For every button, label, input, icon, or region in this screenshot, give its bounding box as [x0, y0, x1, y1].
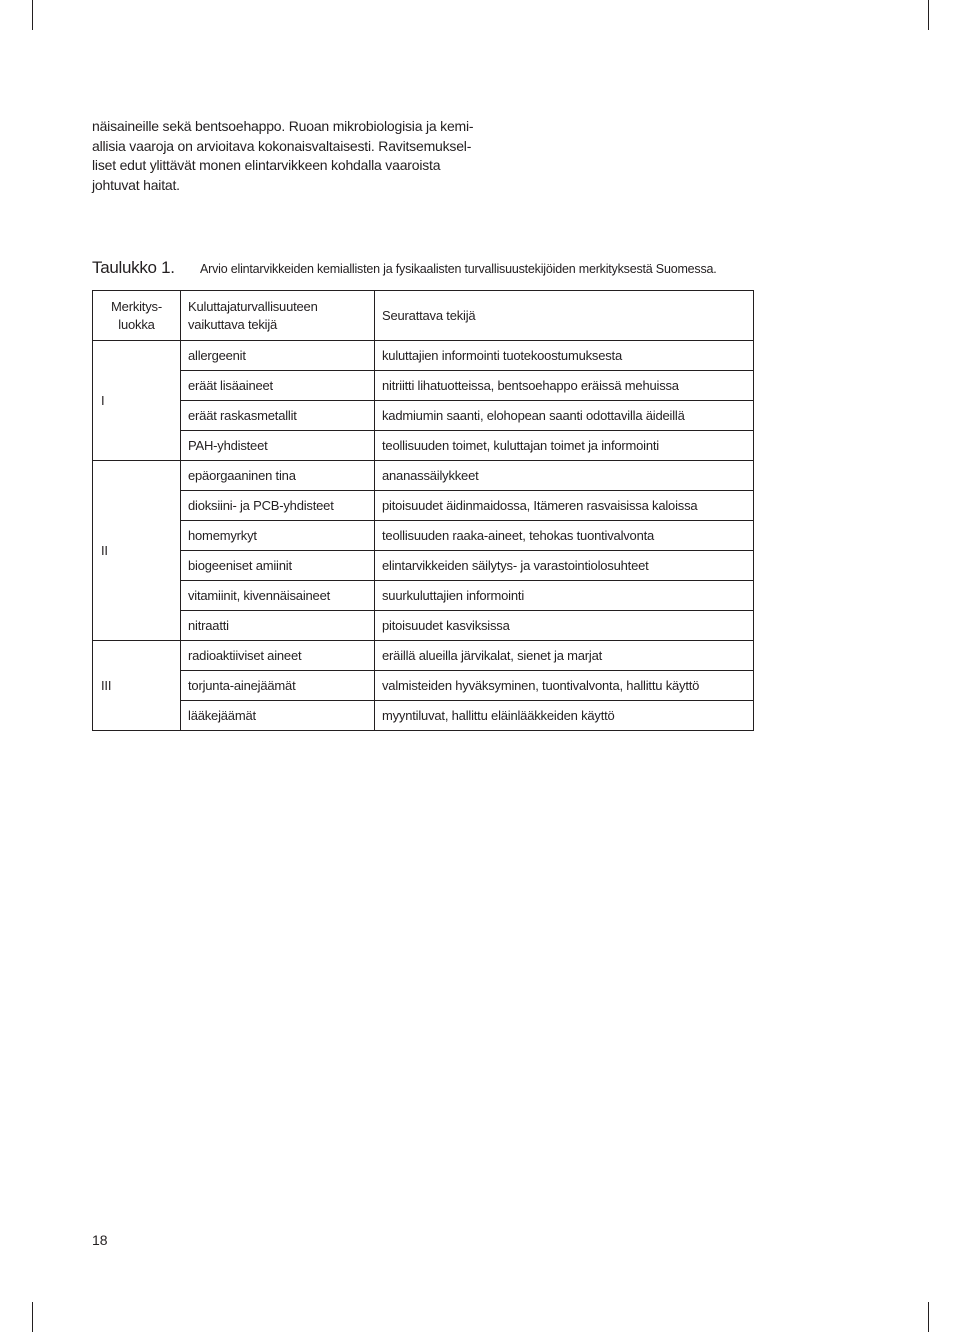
follow-cell: elintarvikkeiden säilytys- ja varastointiolosuhteet — [375, 551, 754, 581]
header-follow: Seurattava tekijä — [375, 291, 754, 341]
follow-cell: eräillä alueilla järvikalat, sienet ja marjat — [375, 641, 754, 671]
table-row — [93, 341, 754, 371]
crop-mark — [928, 0, 929, 30]
table-row — [93, 641, 754, 671]
intro-line: allisia vaaroja on arvioitava kokonaisvaltaisesti. Ravitsemuksel- — [92, 137, 472, 154]
factor-cell: torjunta-ainejäämät — [181, 671, 375, 701]
crop-mark — [32, 1302, 33, 1332]
factor-cell: biogeeniset amiinit — [181, 551, 375, 581]
follow-cell: pitoisuudet kasviksissa — [375, 611, 754, 641]
class-cell: III — [93, 641, 181, 731]
class-cell: II — [93, 461, 181, 641]
factor-cell: lääkejäämät — [181, 701, 375, 731]
follow-cell: valmisteiden hyväksyminen, tuontivalvonta, hallittu käyttö — [375, 671, 754, 701]
table-caption-text: Arvio elintarvikkeiden kemiallisten ja fysikaalisten turvallisuustekijöiden merkityksestä Suomessa. — [200, 262, 717, 276]
follow-cell: pitoisuudet äidinmaidossa, Itämeren rasvaisissa kaloissa — [375, 491, 754, 521]
follow-cell: nitriitti lihatuotteissa, bentsoehappo eräissä mehuissa — [375, 371, 754, 401]
follow-cell: kuluttajien informointi tuotekoostumuksesta — [375, 341, 754, 371]
header-factor: Kuluttajaturvallisuuteen vaikuttava tekijä — [181, 291, 375, 341]
table-row — [93, 671, 754, 701]
safety-factors-table — [92, 290, 754, 731]
header-class: Merkitys- luokka — [93, 291, 181, 341]
table-row — [93, 521, 754, 551]
table-caption-number: Taulukko 1. — [92, 258, 175, 277]
factor-cell: homemyrkyt — [181, 521, 375, 551]
factor-cell: eräät raskasmetallit — [181, 401, 375, 431]
table-row — [93, 701, 754, 731]
follow-cell: kadmiumin saanti, elohopean saanti odottavilla äideillä — [375, 401, 754, 431]
factor-cell: radioaktiiviset aineet — [181, 641, 375, 671]
follow-cell: myyntiluvat, hallittu eläinlääkkeiden käyttö — [375, 701, 754, 731]
factor-cell: dioksiini- ja PCB-yhdisteet — [181, 491, 375, 521]
follow-cell: teollisuuden toimet, kuluttajan toimet ja informointi — [375, 431, 754, 461]
table-row — [93, 491, 754, 521]
factor-cell: allergeenit — [181, 341, 375, 371]
class-cell: I — [93, 341, 181, 461]
crop-mark — [928, 1302, 929, 1332]
table-row — [93, 551, 754, 581]
intro-paragraph — [92, 117, 474, 195]
table-row — [93, 461, 754, 491]
factor-cell: epäorgaaninen tina — [181, 461, 375, 491]
factor-cell: eräät lisäaineet — [181, 371, 375, 401]
factor-cell: nitraatti — [181, 611, 375, 641]
follow-cell: ananassäilykkeet — [375, 461, 754, 491]
follow-cell: suurkuluttajien informointi — [375, 581, 754, 611]
intro-line: näisaineille sekä bentsoehappo. Ruoan mikrobiologisia ja kemi- — [92, 118, 474, 134]
follow-cell: teollisuuden raaka-aineet, tehokas tuontivalvonta — [375, 521, 754, 551]
crop-mark — [32, 0, 33, 30]
factor-cell: vitamiinit, kivennäisaineet — [181, 581, 375, 611]
page-number: 18 — [92, 1232, 108, 1248]
intro-line: liset edut ylittävät monen elintarvikkeen kohdalla vaaroista — [92, 157, 441, 173]
table-header-row — [93, 291, 754, 341]
table-row — [93, 401, 754, 431]
table-row — [93, 611, 754, 641]
intro-line: johtuvat haitat. — [92, 176, 180, 193]
table-row — [93, 581, 754, 611]
factor-cell: PAH-yhdisteet — [181, 431, 375, 461]
table-row — [93, 431, 754, 461]
table-row — [93, 371, 754, 401]
